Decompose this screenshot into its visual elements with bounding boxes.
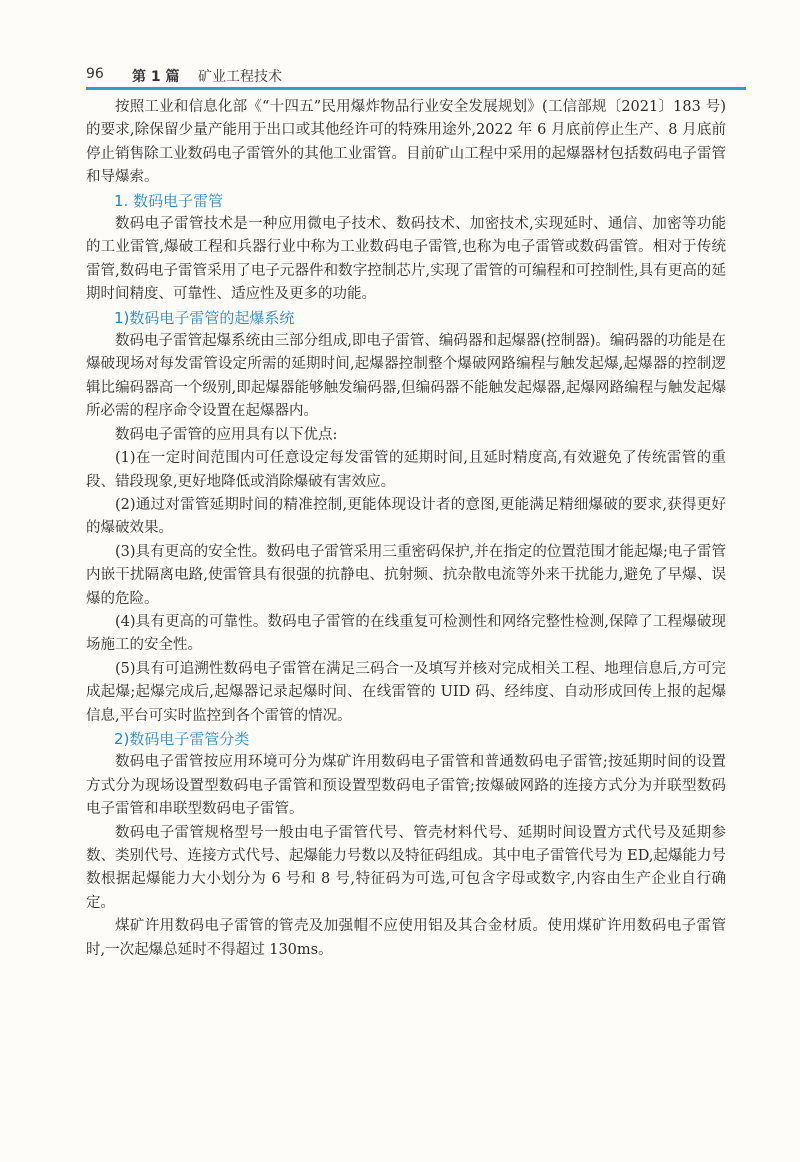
paragraph: 数码电子雷管按应用环境可分为煤矿许用数码电子雷管和普通数码电子雷管;按延期时间的设置方式分为现场设置型数码电子雷管和预设置型数码电子雷管;按爆破网路的连接方式分为并联型数码电子雷管和串联型数码电子雷管。 bbox=[86, 754, 726, 818]
section-heading: 1. 数码电子雷管 bbox=[114, 191, 224, 210]
paragraph: 数码电子雷管技术是一种应用微电子技术、数码技术、加密技术,实现延时、通信、加密等功能的工业雷管,爆破工程和兵器行业中称为工业数码电子雷管,也称为电子雷管或数码雷管。相对于传统雷管,数码电子雷管采用了电子元器件和数字控制芯片,实现了雷管的可编程和可控制性,具有更高的延期时间精度、可靠性、适应性及更多的功能。 bbox=[86, 216, 726, 303]
paragraph: 数码电子雷管规格型号一般由电子雷管代号、管壳材料代号、延期时间设置方式代号及延期参数、类别代号、连接方式代号、起爆能力号数以及特征码组成。其中电子雷管代号为 ED,起爆能力号数根据起爆能力大小划分为 6 号和 8 号,特征码为可选,可包含字母或数字,内容由生产企业自行确定。 bbox=[86, 824, 726, 911]
part-label: 第 1 篇 bbox=[132, 69, 180, 85]
paragraph: (3)具有更高的安全性。数码电子雷管采用三重密码保护,并在指定的位置范围才能起爆;电子雷管内嵌干扰隔离电路,使雷管具有很强的抗静电、抗射频、抗杂散电流等外来干扰能力,避免了早爆、误爆的危险。 bbox=[86, 543, 726, 607]
header-rule bbox=[86, 87, 746, 90]
section-heading: 2)数码电子雷管分类 bbox=[114, 729, 250, 748]
page-header bbox=[86, 63, 746, 87]
paragraph: (1)在一定时间范围内可任意设定每发雷管的延期时间,且延时精度高,有效避免了传统雷管的重段、错段现象,更好地降低或消除爆破有害效应。 bbox=[86, 450, 726, 490]
paragraph: (4)具有更高的可靠性。数码电子雷管的在线重复可检测性和网络完整性检测,保障了工程爆破现场施工的安全性。 bbox=[86, 613, 726, 654]
paragraph: 煤矿许用数码电子雷管的管壳及加强帽不应使用铝及其合金材质。使用煤矿许用数码电子雷管时,一次起爆总延时不得超过 130ms。 bbox=[86, 918, 726, 958]
chapter-title: 矿业工程技术 bbox=[198, 69, 282, 85]
paragraph: 按照工业和信息化部《“十四五”民用爆炸物品行业安全发展规划》(工信部规〔2021〕183 号)的要求,除保留少量产能用于出口或其他经许可的特殊用途外,2022 年 6 月底前停止生产、8 月底前停止销售除工业数码电子雷管外的其他工业雷管。目前矿山工程中采用的起爆器材包括数码电子雷管和导爆索。 bbox=[86, 99, 726, 186]
page-number: 96 bbox=[86, 66, 104, 82]
paragraph: (2)通过对雷管延期时间的精准控制,更能体现设计者的意图,更能满足精细爆破的要求,获得更好的爆破效果。 bbox=[86, 496, 726, 537]
paragraph: 数码电子雷管起爆系统由三部分组成,即电子雷管、编码器和起爆器(控制器)。编码器的功能是在爆破现场对每发雷管设定所需的延期时间,起爆器控制整个爆破网路编程与触发起爆,起爆器的控制逻辑比编码器高一个级别,即起爆器能够触发编码器,但编码器不能触发起爆器,起爆网路编程与触发起爆所必需的程序命令设置在起爆器内。 bbox=[86, 333, 726, 420]
paragraph: 数码电子雷管的应用具有以下优点: bbox=[115, 426, 338, 443]
section-heading: 1)数码电子雷管的起爆系统 bbox=[114, 308, 295, 327]
page-body bbox=[86, 96, 726, 962]
paragraph: (5)具有可追溯性数码电子雷管在满足三码合一及填写并核对完成相关工程、地理信息后,方可完成起爆;起爆完成后,起爆器记录起爆时间、在线雷管的 UID 码、经纬度、自动形成回传上报的起爆信息,平台可实时监控到各个雷管的情况。 bbox=[86, 660, 726, 724]
